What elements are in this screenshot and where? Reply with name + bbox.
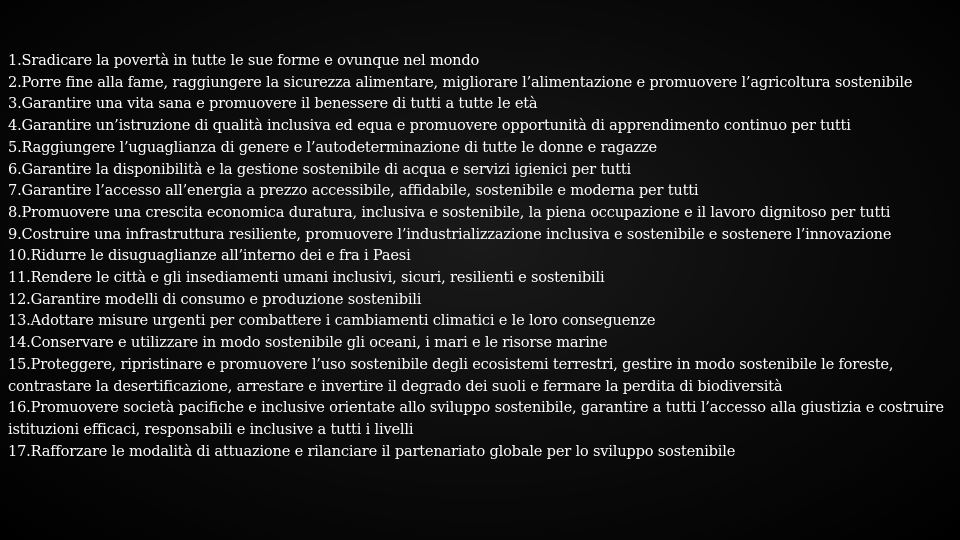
goal-item-8: 8.Promuovere una crescita economica duratura, inclusiva e sostenibile, la piena occupazione e il lavoro dignitoso per tutti [8,203,891,221]
goal-item-3: 3.Garantire una vita sana e promuovere il benessere di tutti a tutte le età [8,95,538,113]
goal-item-1: 1.Sradicare la povertà in tutte le sue forme e ovunque nel mondo [8,52,480,69]
goal-item-11: 11.Rendere le città e gli insediamenti umani inclusivi, sicuri, resilienti e sostenibili [8,269,605,287]
goal-item-16: 16.Promuovere società pacifiche e inclusive orientate allo sviluppo sostenibile, garantire a tutti l’accesso alla giustizia e costruire istituzioni efficaci, responsabili e inclusive a tutti i livelli [8,399,944,438]
goal-item-17: 17.Rafforzare le modalità di attuazione e rilanciare il partenariato globale per lo sviluppo sostenibile [8,442,736,460]
goal-item-14: 14.Conservare e utilizzare in modo sostenibile gli oceani, i mari e le risorse marine [8,334,608,352]
goal-item-4: 4.Garantire un’istruzione di qualità inclusiva ed equa e promuovere opportunità di apprendimento continuo per tutti [8,117,851,135]
goal-item-6: 6.Garantire la disponibilità e la gestione sostenibile di acqua e servizi igienici per tutti [8,160,632,178]
goal-item-10: 10.Ridurre le disuguaglianze all’interno dei e fra i Paesi [8,247,411,265]
goal-item-13: 13.Adottare misure urgenti per combattere i cambiamenti climatici e le loro conseguenze [8,312,656,330]
goal-item-9: 9.Costruire una infrastruttura resiliente, promuovere l’industrializzazione inclusiva e sostenibile e sostenere l’innovazione [8,225,892,243]
goal-item-15: 15.Proteggere, ripristinare e promuovere l’uso sostenibile degli ecosistemi terrestri, gestire in modo sostenibile le foreste, contrastare la desertificazione, arrestare e invertire il degrado dei suoli e fermare la perdita di biodiversità [8,355,894,395]
goal-item-5: 5.Raggiungere l’uguaglianza di genere e l’autodeterminazione di tutte le donne e ragazze [8,138,657,156]
goal-item-7: 7.Garantire l’accesso all’energia a prezzo accessibile, affidabile, sostenibile e moderna per tutti [8,182,699,200]
goal-list [8,50,952,462]
goal-item-12: 12.Garantire modelli di consumo e produzione sostenibili [8,290,422,308]
goal-item-2: 2.Porre fine alla fame, raggiungere la sicurezza alimentare, migliorare l’alimentazione e promuovere l’agricoltura sostenibile [8,73,913,91]
